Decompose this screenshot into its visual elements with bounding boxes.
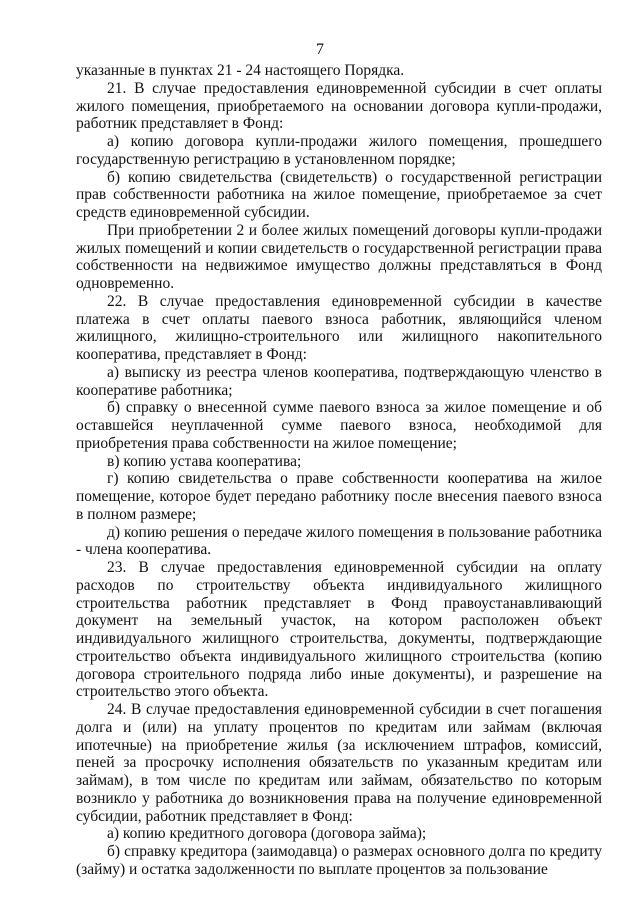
paragraph: 21. В случае предоставления единовременной субсидии в счет оплаты жилого помещения, приобретаемого на основании договора купли-продажи, работник представляет в Фонд: [76, 79, 602, 133]
page-number: 7 [316, 41, 324, 58]
paragraph: а) копию договора купли-продажи жилого помещения, прошедшего государственную регистрацию в установленном порядке; [76, 133, 602, 168]
paragraph: в) копию устава кооператива; [107, 452, 302, 470]
paragraph: указанные в пунктах 21 - 24 настоящего Порядка. [76, 62, 405, 79]
paragraph: а) выписку из реестра членов кооператива, подтверждающую членство в кооперативе работника; [76, 363, 602, 399]
paragraph: б) копию свидетельства (свидетельств) о государственной регистрации прав собственности работника на жилое помещение, приобретаемое за счет средств единовременной субсидии. [76, 168, 602, 221]
paragraph: б) справку кредитора (заимодавца) о размерах основного долга по кредиту (займу) и остатка задолженности по выплате процентов за пользование [76, 843, 602, 878]
paragraph: г) копию свидетельства о праве собственности кооператива на жилое помещение, которое будет передано работнику после внесения паевого взноса в полном размере; [76, 470, 602, 523]
paragraph: д) копию решения о передаче жилого помещения в пользование работника - члена кооператива. [76, 523, 602, 559]
paragraph: а) копию кредитного договора (договора займа); [107, 825, 427, 843]
paragraph: б) справку о внесенной сумме паевого взноса за жилое помещение и об оставшейся неуплаченной сумме паевого взноса, необходимой для приобретения права собственности на жилое помещение; [76, 399, 602, 452]
paragraph: При приобретении 2 и более жилых помещений договоры купли-продажи жилых помещений и копии свидетельств о государственной регистрации права собственности на недвижимое имущество должны представляться в Фонд одновременно. [76, 221, 602, 292]
paragraph: 23. В случае предоставления единовременной субсидии на оплату расходов по строительству объекта индивидуального жилищного строительства работник представляет в Фонд правоустанавливающий документ на земельный участок, на котором расположен объект индивидуального жилищного строительства, документы, подтверждающие строительство объекта индивидуального жилищного строительства (копию договора строительного подряда либо иные документы), и разрешение на строительство этого объекта. [76, 559, 602, 701]
paragraph: 24. В случае предоставления единовременной субсидии в счет погашения долга и (или) на уплату процентов по кредитам или займам (включая ипотечные) на приобретение жилья (за исключением штрафов, комиссий, пеней за просрочку исполнения обязательств по указанным кредитам или займам), в том числе по кредитам или займам, обязательство по которым возникло у работника до возникновения права на получение единовременной субсидии, работник представляет в Фонд: [76, 701, 602, 825]
document-body [76, 62, 602, 879]
paragraph: 22. В случае предоставления единовременной субсидии в качестве платежа в счет оплаты паевого взноса работник, являющийся членом жилищного, жилищно-строительного или жилищного накопительного кооператива, представляет в Фонд: [76, 292, 602, 363]
